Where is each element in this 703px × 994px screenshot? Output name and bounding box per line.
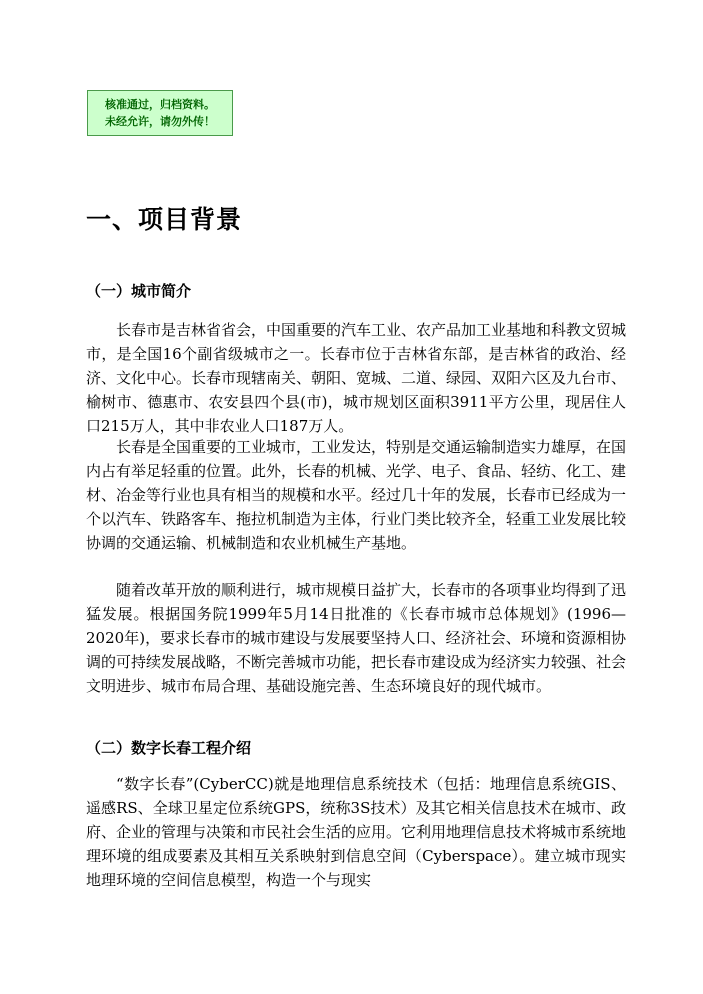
approval-notice-box: [87, 90, 233, 136]
paragraph-city-overview: 长春市是吉林省省会，中国重要的汽车工业、农产品加工业基地和科教文贸城市，是全国16个副省级城市之一。长春市位于吉林省东部，是吉林省的政治、经济、文化中心。长春市现辖南关、朝阳、宽城、二道、绿园、双阳六区及九台市、榆树市、德惠市、农安县四个县(市)，城市规划区面积3911平方公里，现居住人口215万人，其中非农业人口187万人。: [86, 321, 627, 435]
section-title-digital-changchun: （二）数字长春工程介绍: [86, 739, 252, 757]
paragraph-industry: 长春是全国重要的工业城市，工业发达，特别是交通运输制造实力雄厚，在国内占有举足轻重的位置。此外，长春的机械、光学、电子、食品、轻纺、化工、建材、冶金等行业也具有相当的规模和水平。经过几十年的发展，长春市已经成为一个以汽车、铁路客车、拖拉机制造为主体，行业门类比较齐全，轻重工业发展比较协调的交通运输、机械制造和农业机械生产基地。: [86, 438, 627, 552]
notice-line-2: 未经允许，请勿外传！: [105, 115, 215, 128]
notice-line-1: 核准通过，归档资料。: [105, 98, 215, 111]
paragraph-development: 随着改革开放的顺利进行，城市规模日益扩大，长春市的各项事业均得到了迅猛发展。根据国务院1999年5月14日批准的《长春市城市总体规划》(1996—2020年)，要求长春市的城市建设与发展要坚持人口、经济社会、环境和资源相协调的可持续发展战略，不断完善城市功能，把长春市建设成为经济实力较强、社会文明进步、城市布局合理、基础设施完善、生态环境良好的现代城市。: [86, 581, 627, 695]
paragraph-digital-changchun: “数字长春”(CyberCC)就是地理信息系统技术（包括：地理信息系统GIS、遥感RS、全球卫星定位系统GPS，统称3S技术）及其它相关信息技术在城市、政府、企业的管理与决策和市民社会生活的应用。它利用地理信息技术将城市系统地理环境的组成要素及其相互关系映射到信息空间（Cyberspace）。建立城市现实地理环境的空间信息模型，构造一个与现实: [86, 775, 627, 889]
section-title-city-intro: （一）城市简介: [86, 282, 192, 300]
chapter-heading: 一、项目背景: [86, 205, 243, 234]
